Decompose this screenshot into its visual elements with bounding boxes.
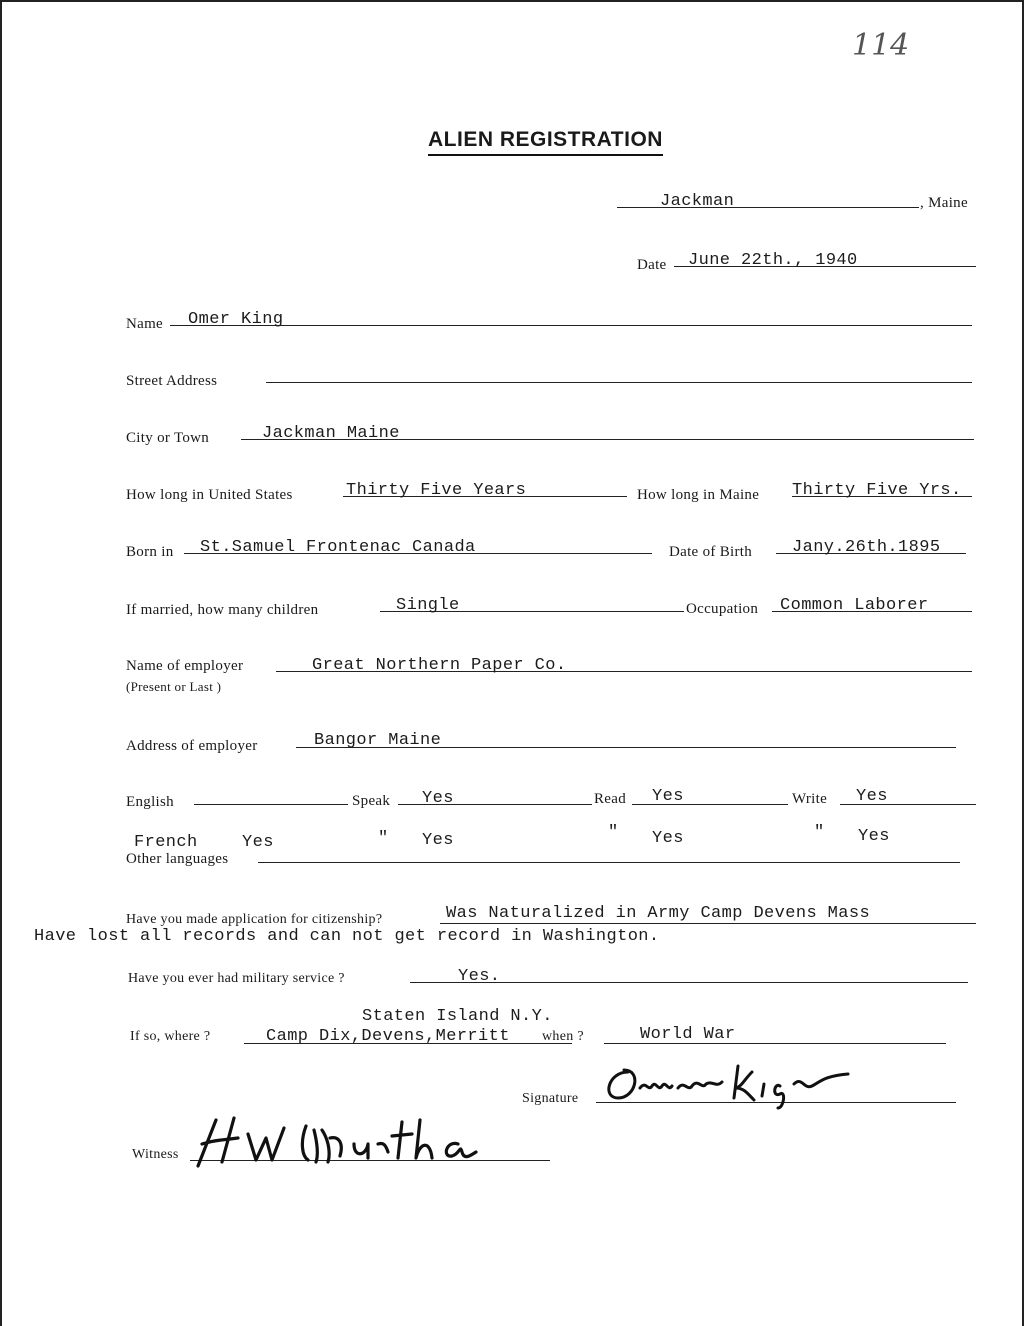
street-address-label: Street Address: [126, 373, 218, 389]
occupation-label: Occupation: [686, 601, 759, 617]
other-language-value-4: Yes: [858, 827, 890, 846]
employer-address-value: Bangor Maine: [314, 731, 442, 750]
scan-border: [0, 0, 1024, 2]
citizenship-line: [440, 923, 976, 924]
english-label: English: [126, 794, 174, 810]
date-of-birth-value: Jany.26th.1895: [792, 538, 941, 557]
other-language-value-2: Yes: [422, 831, 454, 850]
english-line: [194, 804, 348, 805]
date-value: June 22th., 1940: [688, 251, 858, 270]
ditto-mark-2: ": [608, 823, 619, 842]
date-of-birth-label: Date of Birth: [669, 544, 753, 560]
when-value: World War: [640, 1025, 736, 1044]
how-long-maine-line: [792, 496, 972, 497]
how-long-maine-value: Thirty Five Yrs.: [792, 481, 962, 500]
witness-signature-mark: [190, 1112, 500, 1170]
other-language-value-1: Yes: [242, 833, 274, 852]
page-number: 114: [852, 28, 910, 63]
witness-label: Witness: [132, 1147, 179, 1162]
how-long-us-value: Thirty Five Years: [346, 481, 527, 500]
where-value: Camp Dix,Devens,Merritt: [266, 1027, 510, 1046]
city-value: Jackman Maine: [262, 424, 400, 443]
employer-address-label: Address of employer: [126, 738, 258, 754]
write-value: Yes: [856, 787, 888, 806]
ditto-mark-1: ": [378, 829, 389, 848]
how-long-maine-label: How long in Maine: [637, 487, 760, 503]
ditto-mark-3: ": [814, 823, 825, 842]
where-value-above: Staten Island N.Y.: [362, 1007, 553, 1026]
employer-value: Great Northern Paper Co.: [312, 656, 567, 675]
name-line: [170, 325, 972, 326]
scan-border: [0, 0, 2, 1326]
occupation-value: Common Laborer: [780, 596, 929, 615]
other-languages-label: Other languages: [126, 851, 229, 867]
speak-label: Speak: [352, 793, 391, 809]
city-label: City or Town: [126, 430, 210, 446]
children-value: Single: [396, 596, 460, 615]
signature-mark: [598, 1058, 868, 1110]
other-language-name: French: [134, 833, 198, 852]
children-label: If married, how many children: [126, 602, 319, 618]
military-label: Have you ever had military service ?: [128, 971, 345, 986]
born-in-value: St.Samuel Frontenac Canada: [200, 538, 476, 557]
signature-label: Signature: [522, 1091, 579, 1106]
other-language-value-3: Yes: [652, 829, 684, 848]
born-in-label: Born in: [126, 544, 174, 560]
name-label: Name: [126, 316, 164, 332]
read-value: Yes: [652, 787, 684, 806]
when-label: when ?: [542, 1029, 584, 1044]
location-town-value: Jackman: [660, 192, 735, 211]
speak-value: Yes: [422, 789, 454, 808]
citizenship-value: Was Naturalized in Army Camp Devens Mass: [446, 904, 871, 923]
read-label: Read: [594, 791, 627, 807]
write-label: Write: [792, 791, 828, 807]
how-long-us-label: How long in United States: [126, 487, 293, 503]
where-label: If so, where ?: [130, 1029, 211, 1044]
military-value: Yes.: [458, 967, 501, 986]
other-languages-line: [258, 862, 960, 863]
employer-sublabel: (Present or Last ): [126, 679, 222, 694]
citizenship-note: Have lost all records and can not get record in Washington.: [34, 927, 660, 946]
street-address-line: [266, 382, 972, 383]
name-value: Omer King: [188, 310, 284, 329]
employer-label: Name of employer: [126, 658, 244, 674]
citizenship-label: Have you made application for citizenship?: [126, 912, 383, 927]
state-label: , Maine: [920, 195, 968, 211]
date-label: Date: [637, 257, 667, 273]
form-title: ALIEN REGISTRATION: [428, 128, 663, 156]
